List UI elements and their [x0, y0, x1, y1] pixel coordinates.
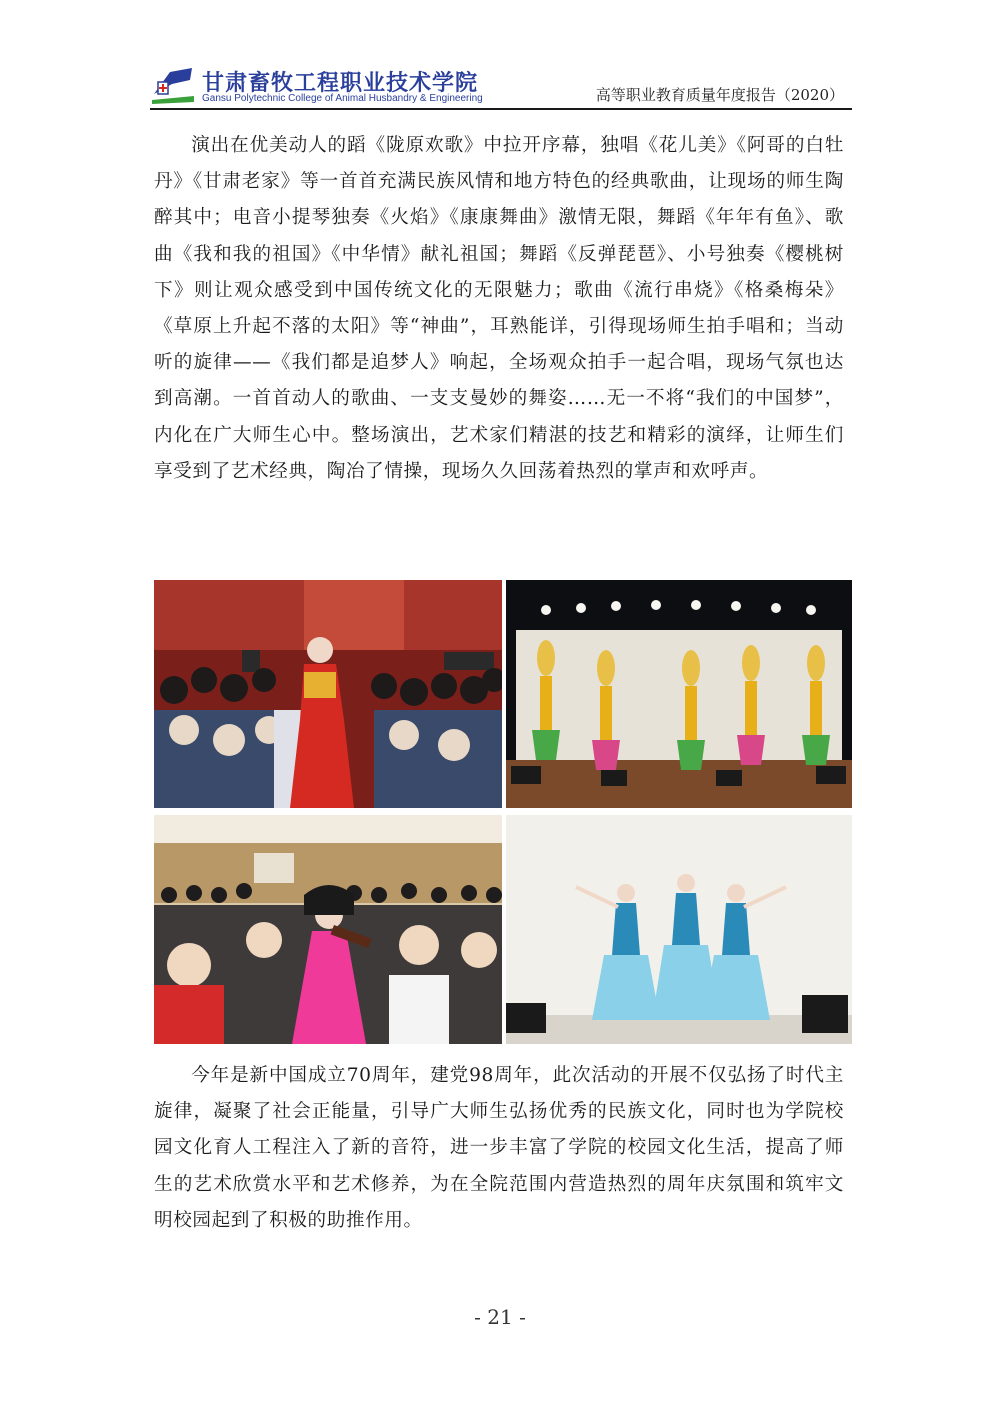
report-title: 高等职业教育质量年度报告（2020） [595, 86, 844, 104]
page-header [150, 62, 852, 108]
page-number: - 21 - [474, 1305, 526, 1329]
photo-blue-dancers [506, 815, 852, 1044]
body-paragraph-2: 今年是新中国成立70周年，建党98周年，此次活动的开展不仅弘扬了时代主旋律，凝聚了社会正能量，引导广大师生弘扬优秀的民族文化，同时也为学院校园文化育人工程注入了新的音符，进一步丰富了学院的校园文化生活，提高了师生的艺术欣赏水平和艺术修养，为在全院范围内营造热烈的周年庆氛围和筑牢文明校园起到了积极的助推作用。 [154, 1065, 844, 1231]
college-name-cn: 甘肃畜牧工程职业技术学院 [202, 71, 479, 96]
header-divider [150, 108, 852, 110]
photo-violinist [154, 815, 502, 1044]
college-name-en: Gansu Polytechnic College of Animal Husbandry & Engineering [202, 93, 483, 104]
photo-pipa-dancers [506, 580, 852, 808]
photo-singer [154, 580, 502, 808]
college-logo-icon [150, 64, 196, 104]
body-paragraph-1: 演出在优美动人的蹈《陇原欢歌》中拉开序幕，独唱《花儿美》《阿哥的白牡丹》《甘肃老家》等一首首充满民族风情和地方特色的经典歌曲，让现场的师生陶醉其中；电音小提琴独奏《火焰》《康康舞曲》激情无限，舞蹈《年年有鱼》、歌曲《我和我的祖国》《中华情》献礼祖国；舞蹈《反弹琵琶》、小号独奏《樱桃树下》则让观众感受到中国传统文化的无限魅力；歌曲《流行串烧》《格桑梅朵》《草原上升起不落的太阳》等“神曲”，耳熟能详，引得现场师生拍手唱和；当动听的旋律——《我们都是追梦人》响起，全场观众拍手一起合唱，现场气氛也达到高潮。一首首动人的歌曲、一支支曼妙的舞姿……无一不将“我们的中国梦”，内化在广大师生心中。整场演出，艺术家们精湛的技艺和精彩的演绎，让师生们享受到了艺术经典，陶冶了情操，现场久久回荡着热烈的掌声和欢呼声。 [154, 135, 844, 482]
